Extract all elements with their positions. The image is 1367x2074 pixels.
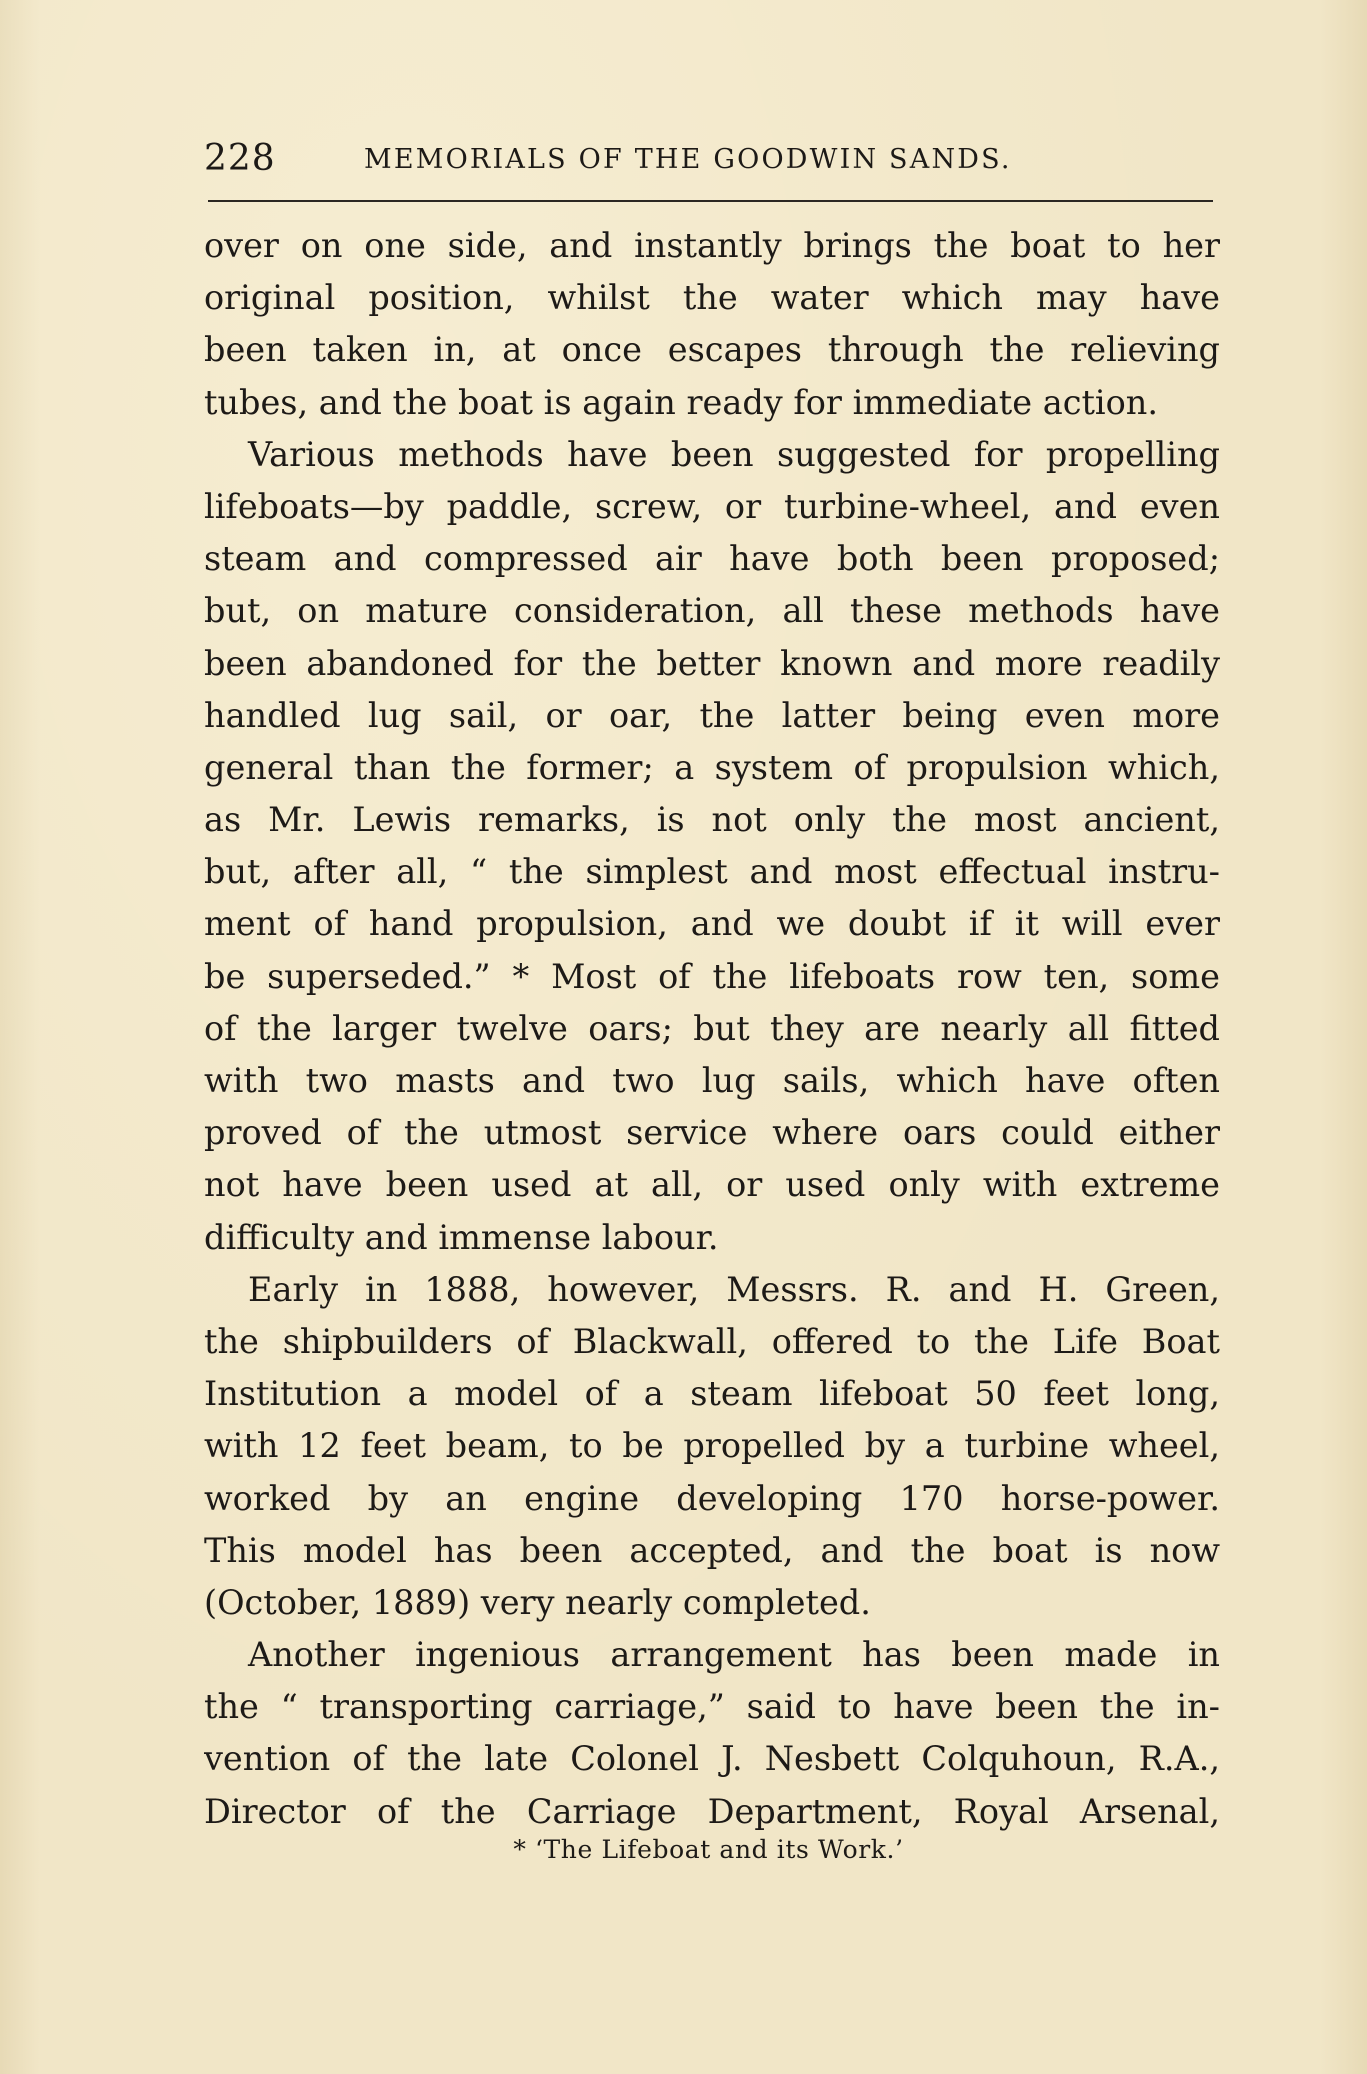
text-line: (October, 1889) very nearly completed. — [204, 1582, 871, 1622]
text-line: This model has been accepted, and the boat is now — [204, 1530, 1220, 1570]
text-line: been taken in, at once escapes through the relieving — [204, 330, 1220, 370]
text-line: lifeboats—by paddle, screw, or turbine-wheel, and even — [204, 486, 1220, 526]
header-rule — [208, 200, 1213, 202]
body-text — [204, 220, 1220, 1838]
running-title: MEMORIALS OF THE GOODWIN SANDS. — [364, 144, 1012, 175]
text-line: the shipbuilders of Blackwall, offered to the Life Boat — [204, 1321, 1220, 1361]
text-line: original position, whilst the water which may have — [204, 278, 1220, 318]
text-line: Early in 1888, however, Messrs. R. and H. Green, — [248, 1269, 1220, 1309]
page-number: 228 — [204, 138, 276, 179]
text-line: of the larger twelve oars; but they are nearly all fitted — [204, 1008, 1220, 1048]
text-line: Various methods have been suggested for propelling — [248, 434, 1220, 474]
text-line: vention of the late Colonel J. Nesbett Colquhoun, R.A., — [204, 1739, 1220, 1779]
text-line: proved of the utmost service where oars could either — [204, 1113, 1220, 1153]
text-line: Institution a model of a steam lifeboat 50 feet long, — [204, 1374, 1220, 1414]
text-line: Another ingenious arrangement has been made in — [248, 1635, 1220, 1675]
text-line: handled lug sail, or oar, the latter being even more — [204, 695, 1220, 735]
text-line: difficulty and immense labour. — [204, 1217, 719, 1257]
text-line: the “ transporting carriage,” said to have been the in- — [204, 1687, 1220, 1727]
text-line: general than the former; a system of propulsion which, — [204, 747, 1220, 787]
text-line: with two masts and two lug sails, which have often — [204, 1061, 1220, 1100]
text-line: as Mr. Lewis remarks, is not only the most ancient, — [204, 800, 1220, 840]
text-line: steam and compressed air have both been proposed; — [204, 539, 1220, 579]
text-line: tubes, and the boat is again ready for immediate action. — [204, 382, 1159, 422]
text-line: not have been used at all, or used only with extreme — [204, 1165, 1220, 1205]
text-line: worked by an engine developing 170 horse-power. — [204, 1478, 1220, 1518]
page-header — [204, 134, 1214, 184]
text-line: been abandoned for the better known and more readily — [204, 643, 1220, 683]
text-line: but, after all, “ the simplest and most effectual instru- — [204, 852, 1220, 892]
text-line: Director of the Carriage Department, Royal Arsenal, — [204, 1791, 1220, 1831]
text-line: over on one side, and instantly brings the boat to her — [204, 226, 1220, 265]
text-line: but, on mature consideration, all these methods have — [204, 591, 1220, 631]
text-line: ment of hand propulsion, and we doubt if it will ever — [204, 904, 1220, 944]
text-line: with 12 feet beam, to be propelled by a turbine wheel, — [204, 1426, 1220, 1466]
text-line: be superseded.” * Most of the lifeboats row ten, some — [204, 956, 1220, 996]
footnote: * ‘The Lifeboat and its Work.’ — [513, 1835, 904, 1864]
